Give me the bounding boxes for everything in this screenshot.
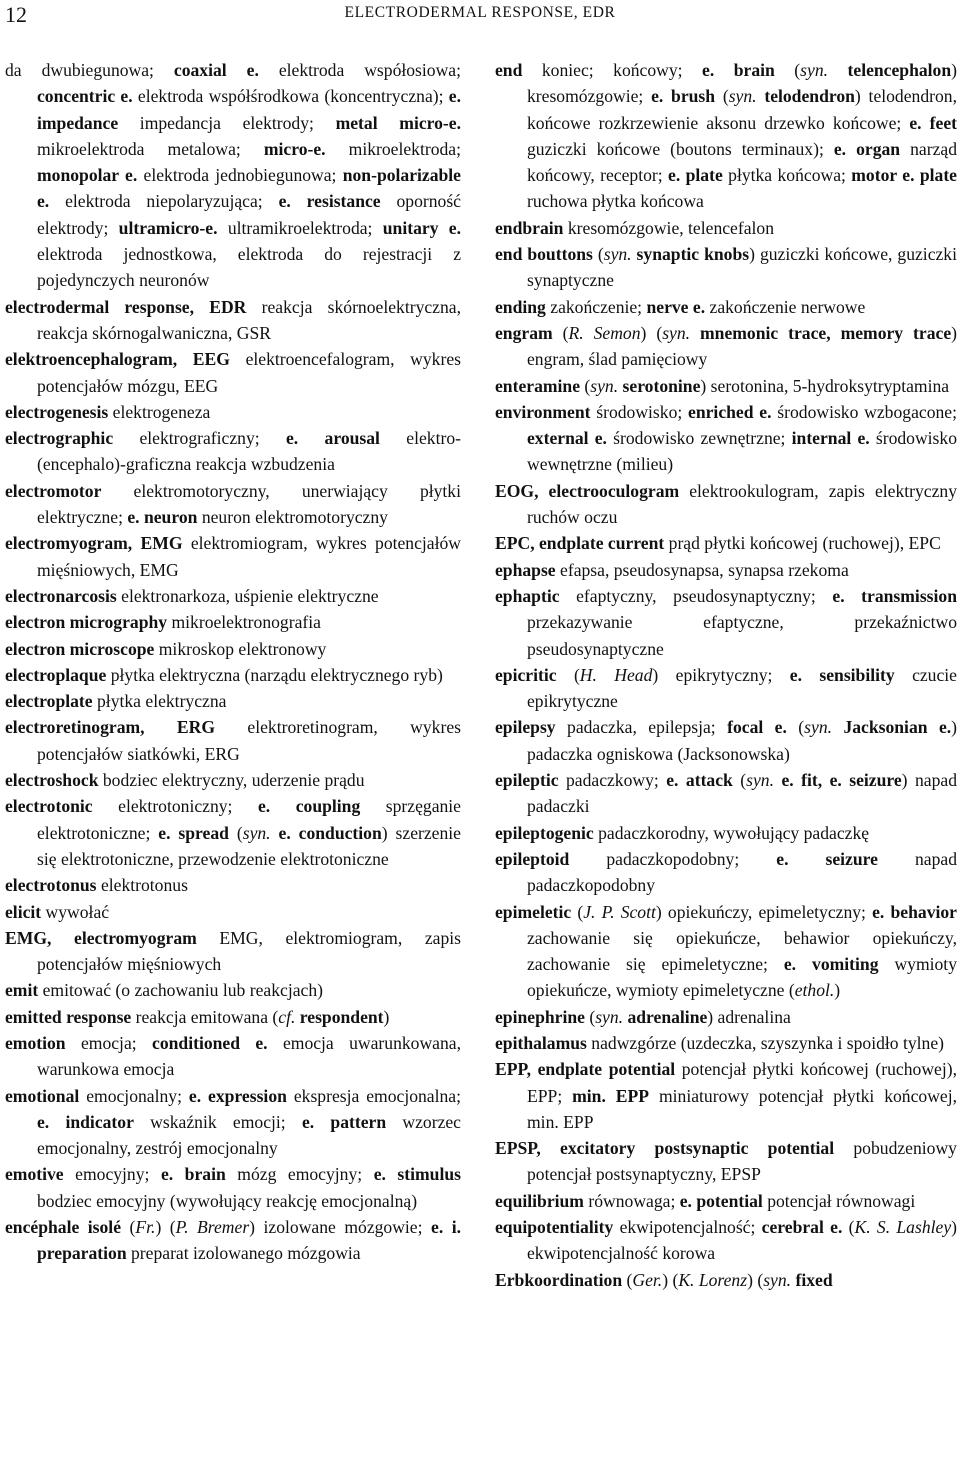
headword: mnemonic trace, memory trace — [690, 322, 952, 343]
headword: epileptogenic — [495, 822, 594, 843]
definition-text: elektronarkoza, uśpienie elektryczne — [116, 585, 379, 606]
definition-text: elektromiogram, wykres potencjałów mięśniowych, EMG — [37, 533, 462, 580]
definition-text: da dwubiegunowa; — [5, 60, 174, 80]
headword: telodendron — [756, 86, 855, 107]
italic-note: P. Bremer — [175, 1217, 250, 1238]
headword: epicritic — [495, 664, 557, 685]
headword: e. fit, e. seizure — [774, 770, 902, 791]
dictionary-entry — [5, 925, 461, 978]
definition-text: sprzęganie elektrotoniczne; — [37, 796, 461, 843]
headword: elicit — [5, 901, 42, 922]
definition-text: emocja; — [65, 1032, 153, 1053]
dictionary-entry — [5, 636, 461, 662]
definition-text: czucie epikrytyczne — [527, 664, 957, 712]
dictionary-entry — [495, 767, 957, 820]
headword: e. brain — [702, 60, 775, 80]
dictionary-entry — [495, 320, 957, 373]
definition-text: mikroelektroda; — [325, 138, 461, 159]
headword: e. seizure — [776, 848, 878, 869]
headword: adrenaline — [623, 1006, 708, 1027]
headword: EPC, endplate current — [495, 533, 665, 554]
dictionary-entry — [5, 767, 461, 793]
headword: electrodermal response, EDR — [5, 296, 247, 317]
definition-text: ) kresomózgowie; — [527, 60, 957, 107]
headword: e. brush — [651, 86, 716, 107]
dictionary-entry — [495, 1004, 957, 1030]
definition-text: guziczki końcowe (boutons terminaux); — [527, 138, 834, 159]
dictionary-column-right — [495, 57, 957, 1293]
dictionary-entry — [495, 662, 957, 715]
headword: e. vomiting — [783, 954, 879, 975]
dictionary-entry — [5, 1083, 461, 1162]
headword: e. impedance — [37, 86, 462, 133]
headword: concentric e. — [37, 86, 133, 107]
headword: unitary e. — [382, 217, 462, 238]
dictionary-entry — [5, 294, 461, 347]
headword: e. stimulus — [373, 1164, 461, 1185]
headword: equipotentiality — [495, 1217, 614, 1238]
definition-text: emocja uwarunkowana, warunkowa emocja — [37, 1032, 461, 1080]
dictionary-entry — [495, 1188, 957, 1214]
definition-text: ( — [228, 822, 243, 843]
headword: electromotor — [5, 480, 102, 501]
definition-text: elektro-(encephalo)-graficzna reakcja wzbudzenia — [37, 428, 461, 475]
definition-text: zachowanie się opiekuńcze, behawior opiekuńczy, zachowanie się epimeletyczne; — [527, 927, 957, 975]
headword: end — [495, 60, 523, 80]
italic-note: ethol. — [794, 980, 835, 1001]
definition-text: ( — [556, 664, 580, 685]
definition-text: elektroencefalogram, wykres potencjałów mózgu, EEG — [37, 349, 461, 396]
headword: equilibrium — [495, 1190, 584, 1211]
definition-text: ekspresja emocjonalna; — [286, 1085, 461, 1106]
headword: coaxial e. — [173, 60, 259, 80]
headword: ephapse — [495, 559, 556, 580]
definition-text: reakcja emitowana ( — [131, 1006, 279, 1027]
italic-note: cf. — [278, 1006, 296, 1027]
italic-note: K. Lorenz — [678, 1269, 748, 1290]
headword: electromyogram, EMG — [5, 533, 183, 554]
definition-text: ) engram, ślad pamięciowy — [527, 322, 958, 370]
dictionary-entry — [5, 662, 461, 688]
definition-text: reakcja skórnoelektryczna, reakcja skórnogalwaniczna, GSR — [37, 296, 461, 343]
definition-text: nadwzgórze (uzdeczka, szyszynka i spoidło tylne) — [586, 1032, 945, 1053]
dictionary-entry — [495, 241, 957, 294]
definition-text: ) — [383, 1006, 390, 1027]
headword: telencephalon — [828, 60, 952, 80]
dictionary-entry — [5, 609, 461, 635]
dictionary-entry — [495, 1267, 957, 1293]
headword: electron micrography — [5, 612, 168, 633]
definition-text: bodziec emocyjny (wywołujący reakcję emocjonalną) — [37, 1190, 418, 1211]
definition-text: preparat izolowanego mózgowia — [126, 1243, 361, 1264]
definition-text: napad padaczkopodobny — [527, 848, 957, 896]
definition-text: wskaźnik emocji; — [133, 1111, 302, 1132]
definition-text: ) szerzenie się elektrotoniczne, przewodzenie elektrotoniczne — [37, 822, 461, 869]
definition-text: płytka elektryczna — [92, 691, 227, 712]
headword: ultramicro-e. — [118, 217, 218, 238]
dictionary-entry — [495, 215, 957, 241]
dictionary-entry — [495, 1214, 957, 1267]
headword: electrotonus — [5, 875, 97, 896]
headword: serotonine — [618, 375, 701, 396]
italic-note: H. Head — [579, 664, 653, 685]
headword: EPSP, excitatory postsynaptic potential — [495, 1138, 835, 1159]
dictionary-entry — [5, 1004, 461, 1030]
definition-text: elektrookulogram, zapis elektryczny ruchów oczu — [527, 480, 957, 528]
headword: Jacksonian e. — [832, 717, 952, 738]
definition-text: prąd płytki końcowej (ruchowej), EPC — [664, 533, 941, 554]
headword: e. neuron — [127, 507, 198, 528]
definition-text: przekazywanie efaptyczne, przekaźnictwo pseudosynaptyczne — [527, 612, 957, 659]
headword: respondent — [295, 1006, 384, 1027]
dictionary-entry — [495, 899, 957, 1004]
headword: e. brain — [160, 1164, 226, 1185]
italic-note: syn. — [800, 60, 829, 80]
headword: epinephrine — [495, 1006, 585, 1027]
headword: environment — [495, 401, 591, 422]
headword: motor e. plate — [851, 165, 957, 186]
dictionary-entry — [5, 530, 461, 583]
italic-note: Fr. — [135, 1217, 156, 1238]
definition-text: środowisko zewnętrzne; — [606, 428, 792, 449]
italic-note: syn. — [746, 770, 774, 791]
definition-text: mikroelektronografia — [167, 612, 321, 633]
dictionary-entry — [5, 478, 461, 531]
dictionary-entry — [495, 530, 957, 556]
dictionary-entry — [495, 557, 957, 583]
definition-text: padaczkorodny, wywołujący padaczkę — [593, 822, 870, 843]
dictionary-entry — [495, 294, 957, 320]
headword: synaptic knobs — [631, 244, 750, 265]
definition-text: ) — [834, 980, 841, 1001]
headword: emotion — [5, 1032, 66, 1053]
italic-note: K. S. Lashley — [854, 1217, 952, 1238]
headword: electron microscope — [5, 638, 155, 659]
definition-text: środowisko wzbogacone; — [771, 401, 957, 422]
italic-note: syn. — [662, 322, 691, 343]
definition-text: koniec; końcowy; — [522, 60, 703, 80]
headword: min. EPP — [572, 1085, 650, 1106]
definition-text: elektromotoryczny, unerwiający płytki elektryczne; — [37, 480, 461, 528]
headword: epileptoid — [495, 848, 570, 869]
definition-text: emocyjny; — [63, 1164, 161, 1185]
headword: emotional — [5, 1085, 80, 1106]
definition-text: potencjał płytki końcowej (ruchowej), EPP; — [527, 1059, 957, 1106]
dictionary-column-left — [5, 57, 461, 1267]
dictionary-entry — [5, 57, 461, 294]
dictionary-entry — [5, 977, 461, 1003]
headword: ephaptic — [495, 585, 560, 606]
italic-note: syn. — [804, 717, 833, 738]
definition-text: ) adrenalina — [707, 1006, 791, 1027]
dictionary-entry — [495, 583, 957, 662]
definition-text: pobudzeniowy potencjał postsynaptyczny, EPSP — [527, 1138, 957, 1185]
headword: EPP, endplate potential — [495, 1059, 676, 1080]
definition-text: ( — [715, 86, 729, 107]
definition-text: kresomózgowie, telencefalon — [563, 217, 775, 238]
headword: internal e. — [791, 428, 870, 449]
definition-text: ( — [580, 375, 591, 396]
dictionary-entry — [5, 688, 461, 714]
headword: electronarcosis — [5, 585, 117, 606]
headword: focal e. — [727, 717, 787, 738]
headword: fixed — [791, 1269, 833, 1290]
headword: epithalamus — [495, 1032, 587, 1053]
definition-text: elektroda jednostkowa, elektroda do rejestracji z pojedynczych neuronów — [37, 244, 461, 291]
definition-text: równowaga; — [583, 1190, 680, 1211]
definition-text: ( — [592, 244, 604, 265]
headword: Erbkoordination — [495, 1269, 623, 1290]
headword: EMG, electromyogram — [5, 927, 197, 948]
dictionary-entry — [5, 899, 461, 925]
headword: electrogenesis — [5, 401, 109, 422]
definition-text: impedancja elektrody; — [118, 112, 336, 133]
headword: epileptic — [495, 770, 559, 791]
definition-text: elektroda jednobiegunowa; — [137, 165, 343, 186]
headword: e. pattern — [301, 1111, 387, 1132]
definition-text: ( — [121, 1217, 136, 1238]
headword: conditioned e. — [152, 1032, 268, 1053]
italic-note: syn. — [603, 244, 632, 265]
headword: electrotonic — [5, 796, 93, 817]
page-number: 12 — [5, 2, 27, 27]
dictionary-entry — [495, 1135, 957, 1188]
dictionary-entry — [5, 1030, 461, 1083]
headword: micro-e. — [263, 138, 326, 159]
definition-text: efapsa, pseudosynapsa, synapsa rzekoma — [555, 559, 849, 580]
definition-text: EMG, elektromiogram, zapis potencjałów mięśniowych — [37, 927, 461, 975]
definition-text: płytka elektryczna (narządu elektrycznego ryb) — [106, 664, 443, 685]
definition-text: padaczkopodobny; — [569, 848, 777, 869]
headword: electrographic — [5, 428, 114, 449]
definition-text: mikroelektroda metalowa; — [37, 138, 264, 159]
headword: emitted response — [5, 1006, 132, 1027]
definition-text: ( — [786, 717, 805, 738]
definition-text: elektrograficzny; — [113, 428, 286, 449]
headword: e. behavior — [872, 901, 957, 922]
definition-text: bodziec elektryczny, uderzenie prądu — [98, 770, 365, 791]
italic-note: syn. — [763, 1269, 792, 1290]
headword: external e. — [527, 428, 607, 449]
headword: epimeletic — [495, 901, 572, 922]
definition-text: środowisko wewnętrzne (milieu) — [527, 428, 957, 475]
headword: engram — [495, 322, 553, 343]
dictionary-entry — [5, 583, 461, 609]
definition-text: efaptyczny, pseudosynaptyczny; — [559, 585, 833, 606]
dictionary-entry — [5, 1214, 461, 1267]
headword: EOG, electrooculogram — [495, 480, 680, 501]
headword: epilepsy — [495, 717, 556, 738]
definition-text: ultramikroelektroda; — [217, 217, 383, 238]
definition-text: zakończenie nerwowe — [705, 296, 866, 317]
dictionary-entry — [5, 399, 461, 425]
definition-text: ) opiekuńczy, epimeletyczny; — [655, 901, 873, 922]
definition-text: ruchowa płytka końcowa — [527, 191, 704, 212]
running-head: ELECTRODERMAL RESPONSE, EDR — [344, 4, 616, 21]
headword: enteramine — [495, 375, 581, 396]
definition-text: ) ( — [155, 1217, 176, 1238]
headword: electroplaque — [5, 664, 107, 685]
definition-text: elektroda współosiowa; — [258, 60, 461, 80]
dictionary-entry — [495, 846, 957, 899]
definition-text: oporność elektrody; — [37, 191, 461, 238]
definition-text: ( — [571, 901, 584, 922]
definition-text: ( — [552, 322, 569, 343]
dictionary-entry — [495, 820, 957, 846]
headword: cerebral e. — [761, 1217, 843, 1238]
headword: endbrain — [495, 217, 564, 238]
definition-text: ekwipotencjalność; — [613, 1217, 762, 1238]
definition-text: miniaturowy potencjał płytki końcowej, min. EPP — [527, 1085, 957, 1132]
definition-text: ( — [842, 1217, 855, 1238]
definition-text: wymioty opiekuńcze, wymioty epimeletyczne ( — [527, 954, 957, 1001]
definition-text: ) ( — [640, 322, 663, 343]
headword: enriched e. — [688, 401, 772, 422]
definition-text: ) serotonina, 5-hydroksytryptamina — [700, 375, 950, 396]
dictionary-entry — [495, 478, 957, 531]
headword: e. arousal — [285, 428, 380, 449]
definition-text: mikroskop elektronowy — [154, 638, 327, 659]
definition-text: emocjonalny; — [79, 1085, 189, 1106]
definition-text: elektrogeneza — [108, 401, 211, 422]
italic-note: Ger. — [632, 1269, 663, 1290]
headword: electroretinogram, ERG — [5, 717, 216, 738]
definition-text: padaczkowy; — [558, 770, 667, 791]
definition-text: elektroretinogram, wykres potencjałów siatkówki, ERG — [37, 717, 461, 764]
definition-text: ) ekwipotencjalność korowa — [527, 1217, 957, 1264]
headword: non-polarizable e. — [37, 165, 461, 212]
dictionary-entry — [495, 399, 957, 478]
definition-text: ) napad padaczki — [527, 770, 957, 817]
italic-note: syn. — [728, 86, 757, 107]
definition-text: ) epikrytyczny; — [652, 664, 790, 685]
headword: monopolar e. — [37, 165, 138, 186]
definition-text: elektroda niepolaryzująca; — [49, 191, 279, 212]
italic-note: syn. — [590, 375, 619, 396]
dictionary-entry — [5, 346, 461, 399]
headword: electroshock — [5, 770, 99, 791]
headword: metal micro-e. — [335, 112, 461, 133]
headword: e. resistance — [278, 191, 381, 212]
definition-text: ) padaczka ogniskowa (Jacksonowska) — [527, 717, 958, 764]
italic-note: J. P. Scott — [583, 901, 656, 922]
definition-text: ( — [584, 1006, 596, 1027]
italic-note: R. Semon — [568, 322, 641, 343]
headword: e. transmission — [832, 585, 957, 606]
dictionary-entry — [495, 373, 957, 399]
headword: e. coupling — [257, 796, 361, 817]
italic-note: syn. — [595, 1006, 624, 1027]
headword: e. plate — [668, 165, 723, 186]
definition-text: ) telodendron, końcowe rozkrzewienie aksonu drzewko końcowe; — [527, 86, 957, 133]
headword: e. conduction — [270, 822, 382, 843]
definition-text: neuron elektromotoryczny — [197, 507, 388, 528]
dictionary-entry — [495, 714, 957, 767]
dictionary-entry — [5, 793, 461, 872]
dictionary-entry — [5, 714, 461, 767]
dictionary-entry — [495, 1056, 957, 1135]
headword: e. indicator — [37, 1111, 134, 1132]
dictionary-entry — [5, 872, 461, 898]
headword: elektroencephalogram, EEG — [5, 349, 230, 370]
headword: emotive — [5, 1164, 64, 1185]
definition-text: potencjał równowagi — [762, 1190, 916, 1211]
dictionary-entry — [5, 1161, 461, 1214]
headword: ending — [495, 296, 546, 317]
headword: e. expression — [188, 1085, 287, 1106]
definition-text: ( — [774, 60, 801, 80]
headword: electroplate — [5, 691, 93, 712]
definition-text: elektrotonus — [96, 875, 188, 896]
definition-text: ( — [622, 1269, 633, 1290]
definition-text: ) guziczki końcowe, guziczki synaptyczne — [527, 244, 957, 291]
definition-text: wzorzec emocjonalny, zestrój emocjonalny — [37, 1111, 461, 1159]
headword: e. potential — [679, 1190, 763, 1211]
headword: e. i. preparation — [37, 1217, 462, 1264]
headword: e. organ — [833, 138, 901, 159]
headword: e. spread — [158, 822, 229, 843]
italic-note: syn. — [242, 822, 271, 843]
headword: encéphale isolé — [5, 1217, 122, 1238]
definition-text: wywołać — [41, 901, 110, 922]
definition-text: padaczka, epilepsja; — [555, 717, 728, 738]
definition-text: zakończenie; — [545, 296, 647, 317]
headword: e. attack — [666, 770, 733, 791]
dictionary-entry — [5, 425, 461, 478]
definition-text: narząd końcowy, receptor; — [527, 138, 957, 186]
definition-text: mózg emocyjny; — [225, 1164, 374, 1185]
headword: emit — [5, 980, 39, 1001]
dictionary-entry — [495, 1030, 957, 1056]
headword: e. feet — [909, 112, 957, 133]
definition-text: ) ( — [662, 1269, 679, 1290]
definition-text: płytka końcowa; — [722, 165, 852, 186]
definition-text: środowisko; — [590, 401, 689, 422]
definition-text: elektrotoniczny; — [92, 796, 258, 817]
headword: end bouttons — [495, 244, 593, 265]
headword: nerve e. — [646, 296, 706, 317]
definition-text: ) ( — [747, 1269, 764, 1290]
dictionary-entry — [495, 57, 957, 215]
headword: e. sensibility — [789, 664, 895, 685]
definition-text: ) izolowane mózgowie; — [249, 1217, 432, 1238]
definition-text: ( — [732, 770, 747, 791]
definition-text: emitować (o zachowaniu lub reakcjach) — [38, 980, 324, 1001]
definition-text: elektroda współśrodkowa (koncentryczna); — [132, 86, 449, 107]
